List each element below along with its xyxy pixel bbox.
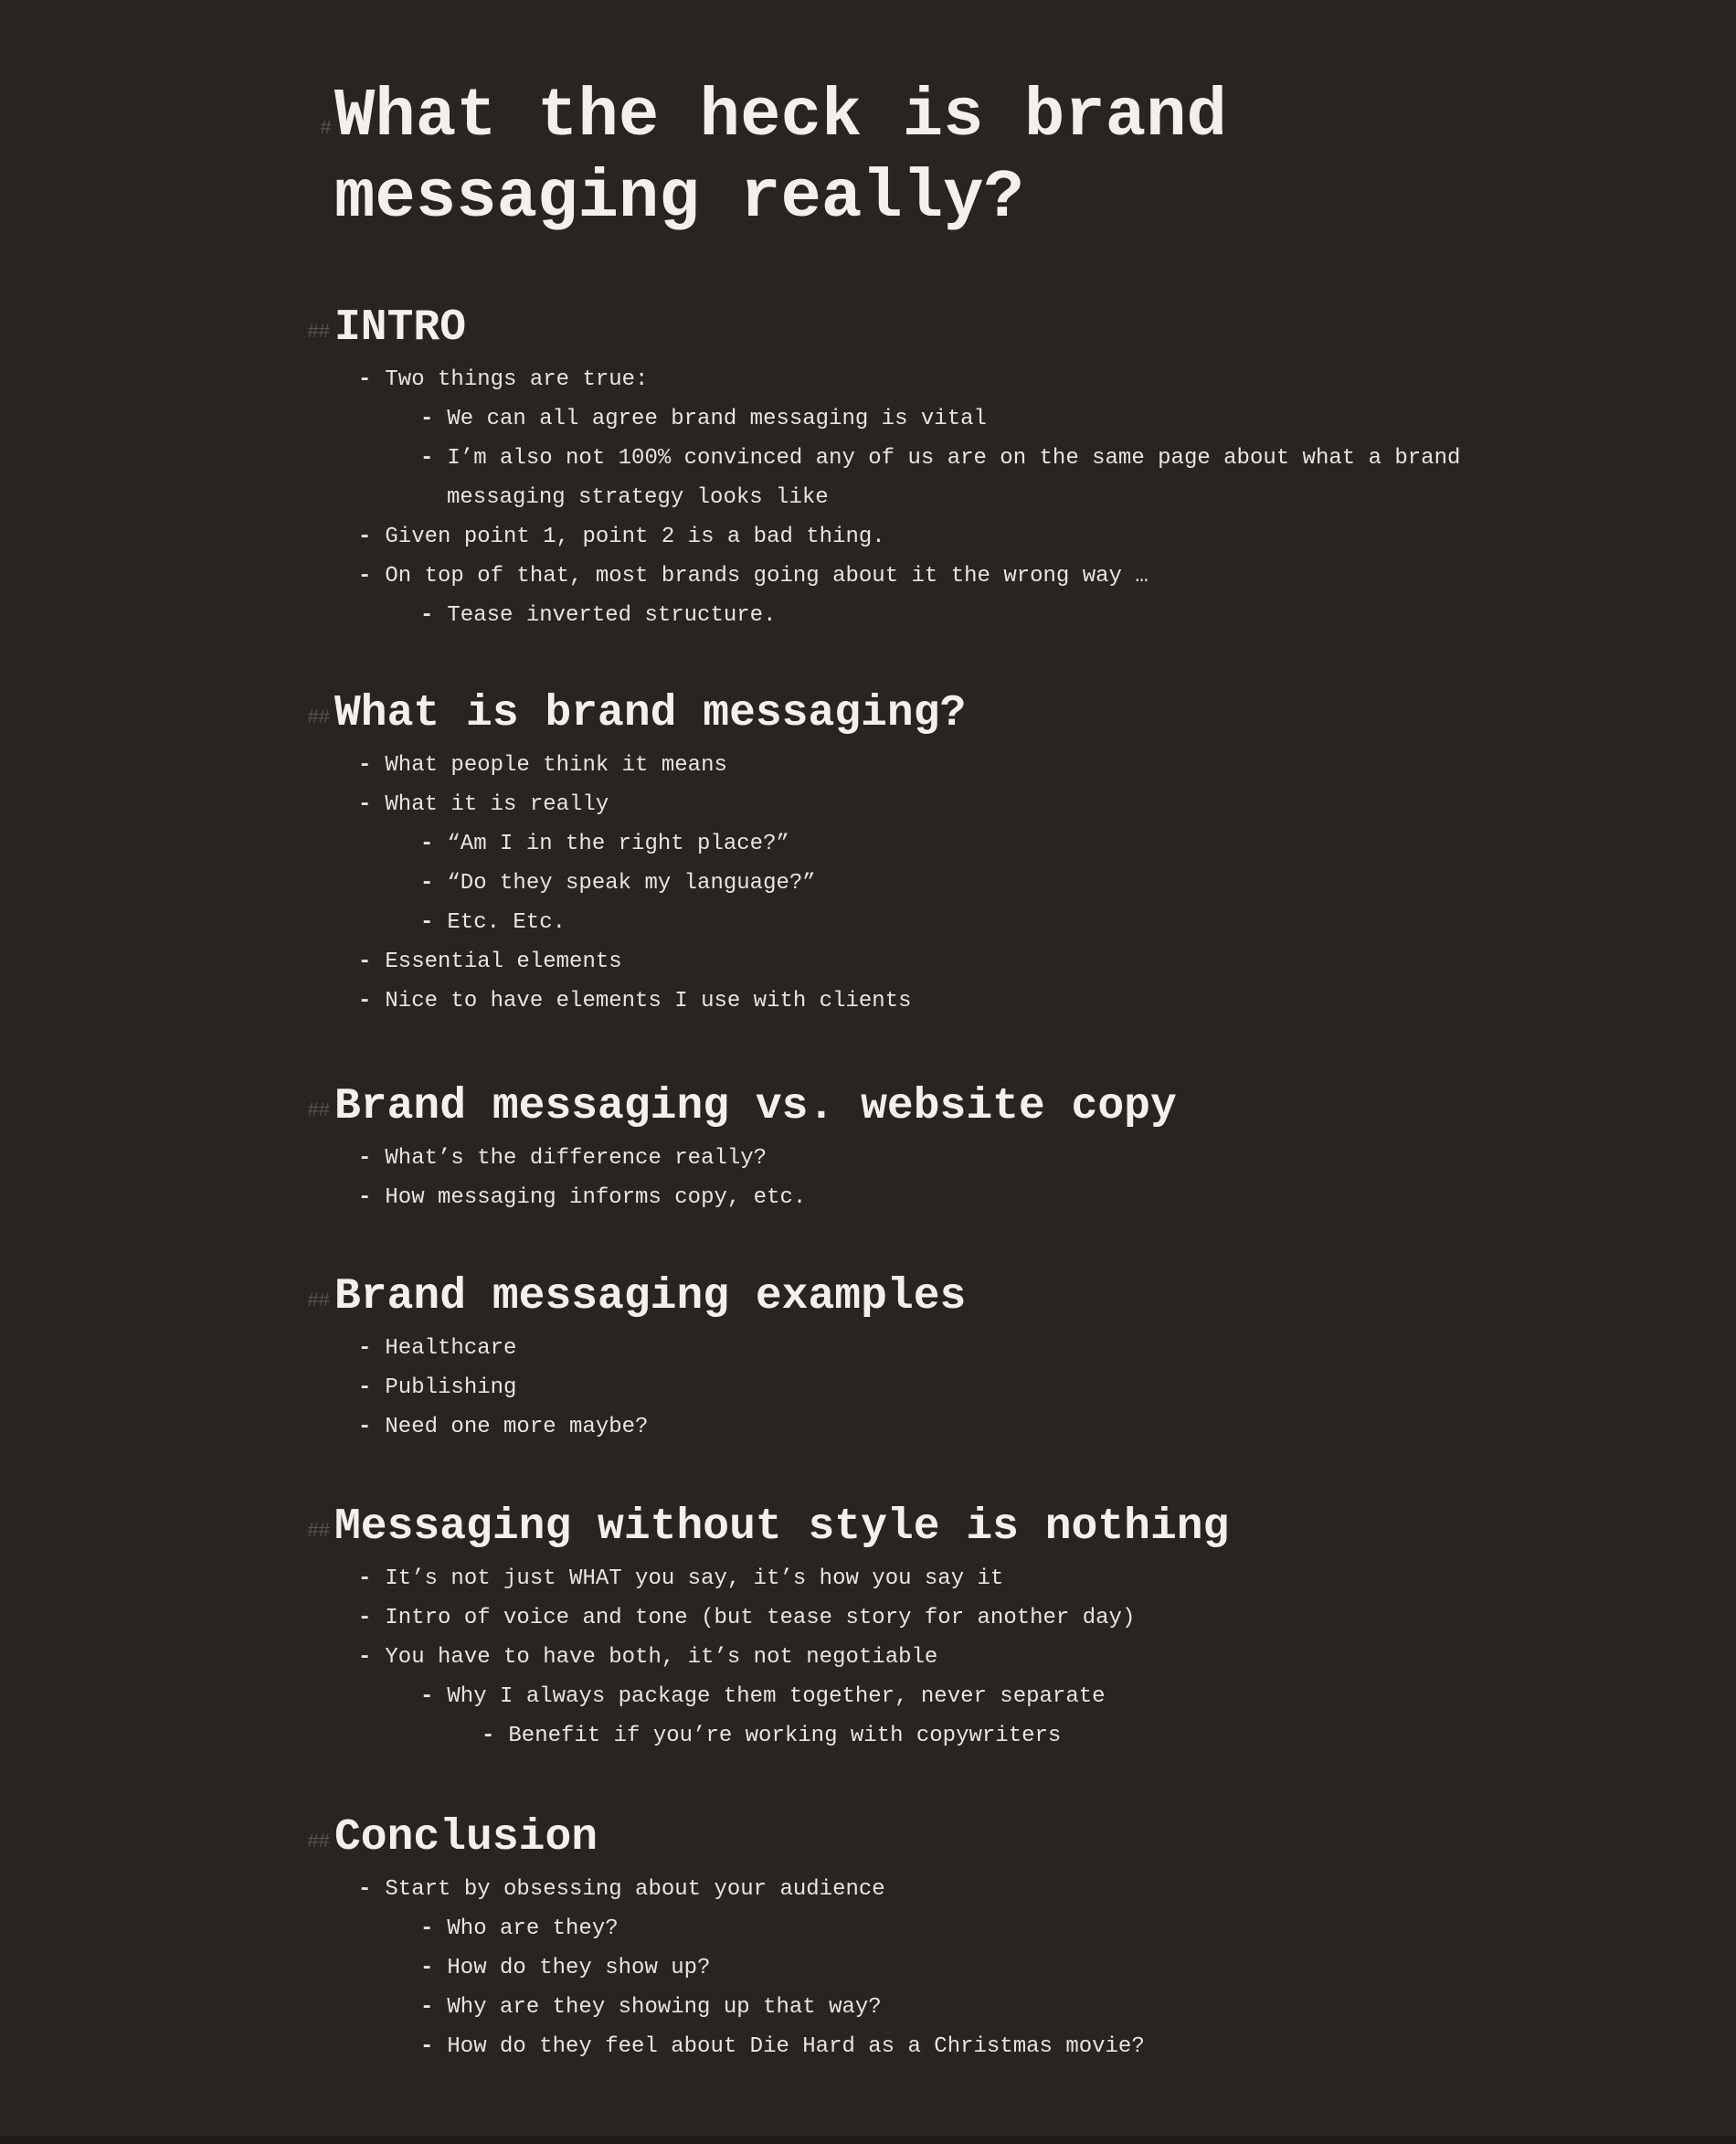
section-heading <box>0 1501 1480 1554</box>
list-item: - You have to have both, it’s not negotiable <box>0 1638 1480 1677</box>
list-item: - Intro of voice and tone (but tease story for another day) <box>0 1598 1480 1638</box>
section-heading-text: Conclusion <box>334 1813 598 1863</box>
section-heading <box>0 1811 1480 1864</box>
outline-list <box>0 746 1480 1021</box>
list-item: - Publishing <box>0 1368 1480 1407</box>
section-heading <box>0 1270 1480 1323</box>
list-item: - Two things are true: <box>0 360 1480 399</box>
list-item: - How messaging informs copy, etc. <box>0 1178 1480 1217</box>
list-item: - What people think it means <box>0 746 1480 785</box>
list-item: - Essential elements <box>0 942 1480 982</box>
list-item: - Nice to have elements I use with clients <box>0 982 1480 1021</box>
list-item: - We can all agree brand messaging is vital <box>0 399 1480 439</box>
section-intro <box>0 302 1480 635</box>
list-item: - Healthcare <box>0 1329 1480 1368</box>
list-item: - Tease inverted structure. <box>0 596 1480 635</box>
section-heading <box>0 687 1480 740</box>
section-heading-text: What is brand messaging? <box>334 689 967 738</box>
outline-list <box>0 1870 1480 2066</box>
section-what-is-brand-messaging <box>0 687 1480 1021</box>
section-examples <box>0 1270 1480 1447</box>
section-style <box>0 1501 1480 1756</box>
list-item: - How do they show up? <box>0 1948 1480 1988</box>
section-heading-text: Messaging without style is nothing <box>334 1502 1230 1552</box>
list-item: - On top of that, most brands going about it the wrong way … <box>0 557 1480 596</box>
section-messaging-vs-copy <box>0 1080 1480 1217</box>
section-heading-text: Brand messaging examples <box>334 1272 967 1321</box>
section-conclusion <box>0 1811 1480 2066</box>
h2-hash-marker: ## <box>307 1099 330 1122</box>
list-item: - Given point 1, point 2 is a bad thing. <box>0 517 1480 557</box>
h2-hash-marker: ## <box>307 706 330 729</box>
list-item: - How do they feel about Die Hard as a Christmas movie? <box>0 2027 1480 2066</box>
list-item: - Who are they? <box>0 1909 1480 1948</box>
section-heading <box>0 1080 1480 1133</box>
section-heading-text: INTRO <box>334 303 467 353</box>
list-item: - What it is really <box>0 785 1480 824</box>
h2-hash-marker: ## <box>307 1520 330 1543</box>
list-item: - “Do they speak my language?” <box>0 864 1480 903</box>
document-title <box>0 77 1339 239</box>
list-item: - Why are they showing up that way? <box>0 1988 1480 2027</box>
outline-list <box>0 360 1480 635</box>
list-item: - Etc. Etc. <box>0 903 1480 942</box>
list-item: - Need one more maybe? <box>0 1407 1480 1447</box>
list-item: - “Am I in the right place?” <box>0 824 1480 864</box>
outline-list <box>0 1139 1480 1217</box>
list-item: - I’m also not 100% convinced any of us are on the same page about what a brand messaging strategy looks like <box>0 439 1480 517</box>
outline-list <box>0 1559 1480 1756</box>
list-item: - What’s the difference really? <box>0 1139 1480 1178</box>
bottom-window-edge <box>0 2136 1736 2144</box>
list-item: - Why I always package them together, never separate <box>0 1677 1480 1716</box>
outline-list <box>0 1329 1480 1447</box>
list-item: - Benefit if you’re working with copywriters <box>0 1716 1480 1756</box>
document-title-text: What the heck is brand messaging really? <box>334 79 1227 237</box>
section-heading-text: Brand messaging vs. website copy <box>334 1082 1177 1131</box>
h2-hash-marker: ## <box>307 1831 330 1853</box>
section-heading <box>0 302 1480 355</box>
h2-hash-marker: ## <box>307 321 330 344</box>
list-item: - It’s not just WHAT you say, it’s how you say it <box>0 1559 1480 1598</box>
list-item: - Start by obsessing about your audience <box>0 1870 1480 1909</box>
h2-hash-marker: ## <box>307 1290 330 1312</box>
h1-hash-marker: # <box>320 117 332 140</box>
